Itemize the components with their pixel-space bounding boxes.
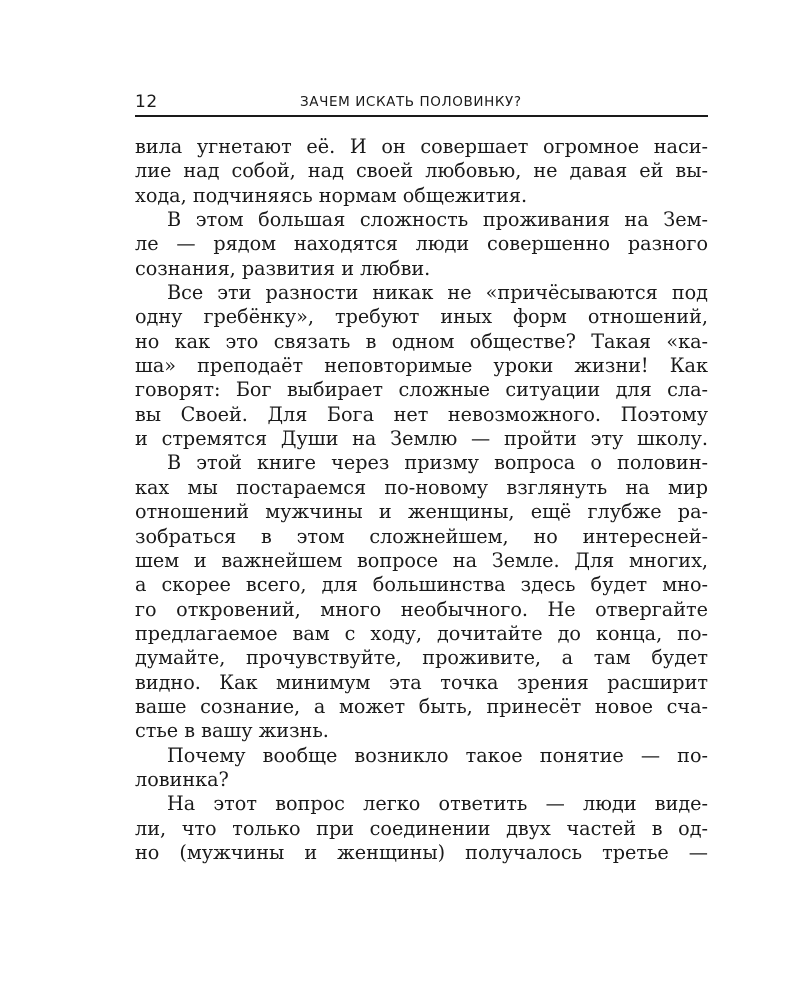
text-line: отношений мужчины и женщины, ещё глубже ра-	[135, 500, 708, 524]
text-line: В этой книге через призму вопроса о половин-	[167, 451, 708, 475]
text-line: но (мужчины и женщины) получалось третье —	[135, 840, 708, 864]
text-line: ле — рядом находятся люди совершенно разного	[135, 232, 708, 256]
text-line: предлагаемое вам с ходу, дочитайте до конца, по-	[135, 621, 708, 645]
text-line: одну гребёнку», требуют иных форм отношений,	[135, 305, 708, 329]
text-line: а скорее всего, для большинства здесь будет мно-	[135, 573, 708, 597]
text-line: и стремятся Души на Землю — пройти эту школу.	[135, 427, 708, 451]
text-line: ша» преподаёт неповторимые уроки жизни! Как	[135, 354, 708, 378]
text-line: Почему вообще возникло такое понятие — по-	[167, 743, 708, 767]
text-line: Все эти разности никак не «причёсываются под	[167, 281, 708, 305]
text-line: В этом большая сложность проживания на Зем-	[167, 208, 708, 232]
text-line: ках мы постараемся по-новому взглянуть на мир	[135, 475, 708, 499]
text-line: вила угнетают её. И он совершает огромное наси-	[135, 135, 708, 158]
text-line: ловинка?	[135, 767, 229, 791]
text-line: сознания, развития и любви.	[135, 256, 431, 280]
text-line: шем и важнейшем вопросе на Земле. Для многих,	[135, 548, 708, 572]
text-line: стье в вашу жизнь.	[135, 719, 329, 743]
text-line: хода, подчиняясь нормам общежития.	[135, 183, 528, 207]
text-line: но как это связать в одном обществе? Такая «ка-	[135, 329, 708, 353]
text-line: думайте, прочувствуйте, проживите, а там будет	[135, 646, 708, 670]
text-line: видно. Как минимум эта точка зрения расширит	[135, 670, 708, 694]
text-line: На этот вопрос легко ответить — люди виде-	[167, 792, 708, 816]
text-line: го откровений, много необычного. Не отвергайте	[135, 597, 708, 621]
text-line: ваше сознание, а может быть, принесёт новое сча-	[135, 694, 708, 718]
chapter-title: ЗАЧЕМ ИСКАТЬ ПОЛОВИНКУ?	[300, 94, 522, 110]
text-line: зобраться в этом сложнейшем, но интересней-	[135, 524, 708, 548]
running-header	[135, 89, 708, 117]
text-line: вы Своей. Для Бога нет невозможного. Поэтому	[135, 402, 708, 426]
text-line: ли, что только при соединении двух частей в од-	[135, 816, 708, 840]
text-line: лие над собой, над своей любовью, не давая ей вы-	[135, 159, 708, 183]
page-number: 12	[135, 92, 158, 112]
body-text	[135, 135, 708, 865]
text-line: говорят: Бог выбирает сложные ситуации для сла-	[135, 378, 708, 402]
